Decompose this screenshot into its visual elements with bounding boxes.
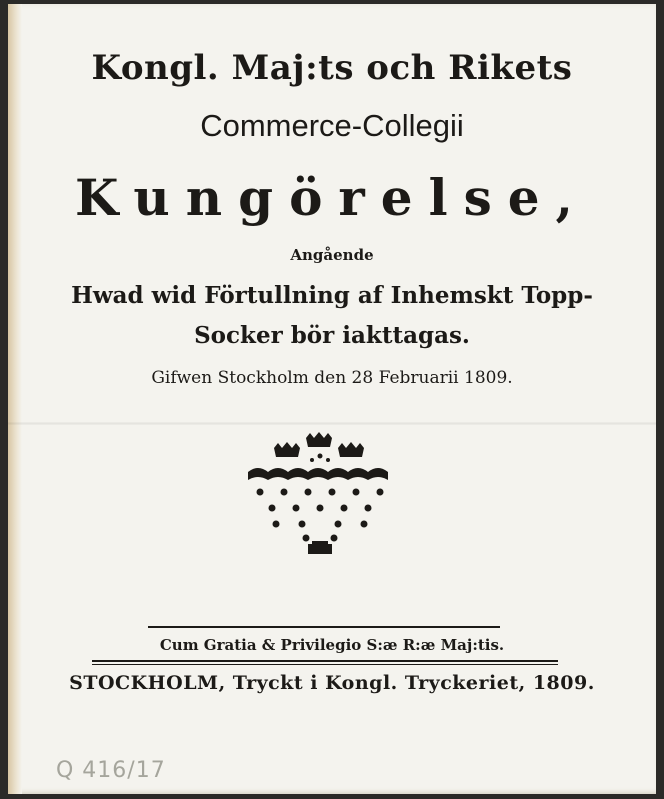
subject-line-1: Hwad wid Förtullning af Inhemskt Topp-	[71, 282, 593, 309]
top-rule	[148, 626, 500, 628]
date-line: Gifwen Stockholm den 28 Februarii 1809.	[151, 368, 513, 388]
privilege-line: Cum Gratia & Privilegio S:æ R:æ Maj:tis.	[159, 636, 505, 654]
fold-crease	[8, 422, 656, 425]
double-rule-thin	[92, 664, 558, 665]
double-rule	[92, 660, 558, 662]
imprint-line: STOCKHOLM, Tryckt i Kongl. Tryckeriet, 1809.	[69, 672, 595, 694]
title-line-3: Kungörelse,	[75, 168, 589, 227]
royal-crowns-ornament-icon	[240, 430, 400, 560]
title-line-2: Commerce-Collegii	[200, 108, 464, 143]
shelfmark-annotation: Q 416/17	[56, 758, 166, 783]
title-line-1: Kongl. Maj:ts och Rikets	[91, 48, 573, 88]
subtitle-intro: Angående	[290, 246, 374, 264]
subject-line-2: Socker bör iakttagas.	[194, 322, 470, 349]
